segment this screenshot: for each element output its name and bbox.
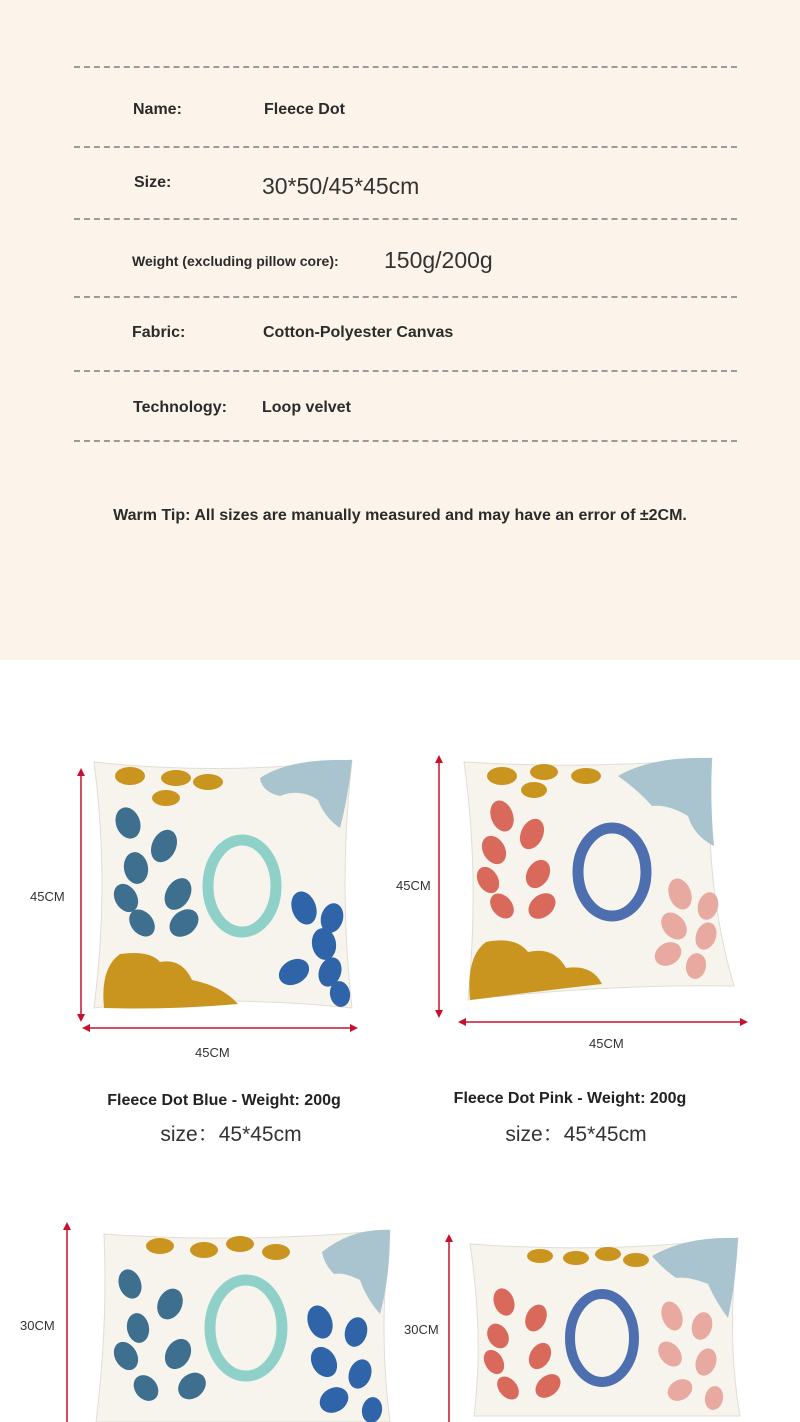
spec-value-name: Fleece Dot (264, 101, 345, 118)
divider (74, 440, 737, 442)
height-label: 45CM (396, 878, 431, 893)
width-arrow (82, 1021, 358, 1035)
spec-section (0, 0, 800, 660)
spec-value-technology: Loop velvet (262, 399, 351, 416)
height-label: 30CM (404, 1322, 439, 1337)
height-label: 45CM (30, 889, 65, 904)
height-arrow (432, 755, 446, 1018)
spec-label-size: Size: (134, 174, 172, 191)
pink-square-pillow-image (462, 756, 736, 1002)
spec-value-size: 30*50/45*45cm (262, 173, 420, 199)
height-arrow (74, 768, 88, 1022)
spec-value-fabric: Cotton-Polyester Canvas (263, 324, 454, 341)
height-label: 30CM (20, 1318, 55, 1333)
product-size-blue: size：45*45cm (160, 1123, 302, 1146)
height-arrow (60, 1222, 74, 1422)
blue-rectangle-pillow-image (90, 1228, 394, 1422)
spec-label-fabric: Fabric: (132, 324, 186, 341)
pink-rectangle-pillow-image (466, 1236, 740, 1422)
width-arrow (458, 1015, 748, 1029)
spec-label-weight: Weight (excluding pillow core): (132, 253, 339, 269)
warm-tip: Warm Tip: All sizes are manually measured and may have an error of ±2CM. (113, 507, 687, 524)
divider (74, 296, 737, 298)
width-label: 45CM (589, 1036, 624, 1051)
blue-square-pillow-image (90, 758, 356, 1010)
divider (74, 66, 737, 68)
divider (74, 146, 737, 148)
spec-value-weight: 150g/200g (384, 247, 493, 273)
width-label: 45CM (195, 1045, 230, 1060)
product-title-pink: Fleece Dot Pink - Weight: 200g (453, 1090, 687, 1107)
spec-label-name: Name: (133, 101, 182, 118)
spec-label-technology: Technology: (133, 399, 227, 416)
product-title-blue: Fleece Dot Blue - Weight: 200g (107, 1092, 341, 1109)
height-arrow (442, 1234, 456, 1422)
divider (74, 218, 737, 220)
divider (74, 370, 737, 372)
product-size-pink: size：45*45cm (505, 1123, 647, 1146)
